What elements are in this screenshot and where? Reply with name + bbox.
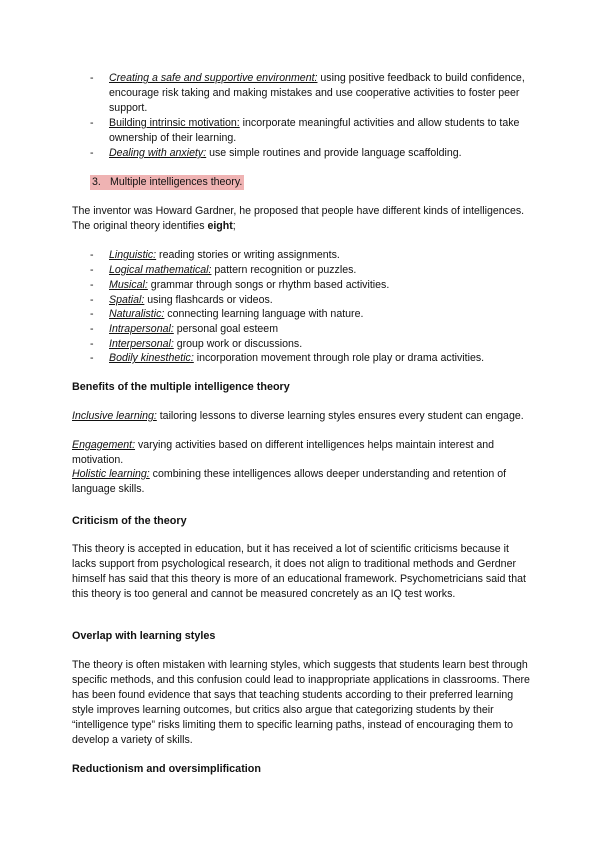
intro-paragraph — [72, 204, 532, 234]
benefit-term: Holistic learning: — [72, 468, 150, 480]
overlap-paragraph: The theory is often mistaken with learning styles, which suggests that students learn best through specific methods, and this confusion could lead to inappropriate applications in classrooms. There has been found evidence that says that teaching students according to their preferred learning style improves learning outcomes, but critics also argue that categorizing students by their “intelligence type” risks limiting them to specific learning paths, instead of encouraging them to develop a variety of skills. — [72, 659, 530, 746]
list-item-term: Dealing with anxiety: — [109, 147, 207, 159]
intelligence-item — [90, 263, 530, 278]
section-title: Multiple intelligences theory. — [110, 176, 243, 188]
bullet-dash: - — [90, 72, 94, 84]
intelligence-item — [90, 248, 530, 263]
benefit-text: combining these intelligences allows deeper understanding and retention of language skills. — [72, 468, 507, 495]
intelligence-text: reading stories or writing assignments. — [156, 249, 340, 261]
benefit-text: tailoring lessons to diverse learning styles ensures every student can engage. — [156, 410, 524, 422]
intelligence-term: Interpersonal: — [109, 338, 174, 350]
intelligence-term: Naturalistic: — [109, 308, 165, 320]
intelligence-text: pattern recognition or puzzles. — [211, 264, 357, 276]
bullet-dash: - — [90, 338, 94, 350]
benefit-term: Engagement: — [72, 439, 136, 451]
list-item — [90, 146, 530, 161]
intelligence-term: Linguistic: — [109, 249, 157, 261]
intro-end: ; — [232, 220, 236, 232]
intelligence-item — [90, 351, 530, 366]
list-item — [90, 116, 530, 146]
intelligence-text: group work or discussions. — [173, 338, 303, 350]
bullet-dash: - — [90, 147, 94, 159]
benefit-item — [72, 409, 532, 424]
intelligence-text: connecting learning language with nature. — [164, 308, 364, 320]
list-item-text: use simple routines and provide language scaffolding. — [206, 147, 462, 159]
list-item-text: using positive feedback to build confidence, encourage risk taking and making mistakes and use cooperative activities to foster peer support. — [109, 72, 525, 114]
benefit-item — [72, 467, 532, 497]
benefit-term: Inclusive learning: — [72, 410, 157, 422]
reductionism-heading: Reductionism and oversimplification — [72, 763, 261, 775]
intro-bold-word: eight — [207, 220, 233, 232]
intelligence-text: grammar through songs or rhythm based activities. — [147, 279, 390, 291]
intelligence-item — [90, 337, 530, 352]
list-item-term: Creating a safe and supportive environment: — [109, 72, 318, 84]
list-item — [90, 71, 530, 116]
benefit-text: varying activities based on different intelligences helps maintain interest and motivation. — [72, 439, 495, 466]
benefits-heading: Benefits of the multiple intelligence theory — [72, 381, 290, 393]
bullet-dash: - — [90, 294, 94, 306]
bullet-dash: - — [90, 323, 94, 335]
criticism-paragraph: This theory is accepted in education, but it has received a lot of scientific criticisms because it lacks support from psychological research, it does not align to traditional methods and Gerdner himself has said that this theory is more of an educational framework. Psychometricians said that this theory is too general and cannot be measured concretely as an IQ test works. — [72, 543, 526, 600]
list-item-term: Building intrinsic motivation: — [109, 117, 240, 129]
section-number: 3. — [92, 176, 101, 188]
bullet-dash: - — [90, 352, 94, 364]
list-item-text: incorporate meaningful activities and allow students to take ownership of their learning. — [109, 117, 520, 144]
intelligence-text: incorporation movement through role play or drama activities. — [193, 352, 485, 364]
intelligence-term: Intrapersonal: — [109, 323, 174, 335]
bullet-dash: - — [90, 249, 94, 261]
criticism-heading: Criticism of the theory — [72, 515, 187, 527]
intelligence-item — [90, 322, 530, 337]
intelligence-term: Logical mathematical: — [109, 264, 212, 276]
bullet-dash: - — [90, 308, 94, 320]
intelligence-item — [90, 278, 530, 293]
intelligence-term: Musical: — [109, 279, 148, 291]
intro-text: The inventor was Howard Gardner, he proposed that people have different kinds of intelligences. The original theory identifies — [72, 205, 525, 232]
bullet-dash: - — [90, 117, 94, 129]
intelligence-text: using flashcards or videos. — [144, 294, 273, 306]
overlap-heading: Overlap with learning styles — [72, 630, 216, 642]
benefit-item — [72, 438, 532, 468]
bullet-dash: - — [90, 279, 94, 291]
intelligence-item — [90, 307, 530, 322]
intelligence-text: personal goal esteem — [173, 323, 279, 335]
intelligence-term: Bodily kinesthetic: — [109, 352, 194, 364]
intelligence-term: Spatial: — [109, 294, 145, 306]
intelligence-item — [90, 293, 530, 308]
section-heading-highlighted — [90, 175, 244, 190]
bullet-dash: - — [90, 264, 94, 276]
